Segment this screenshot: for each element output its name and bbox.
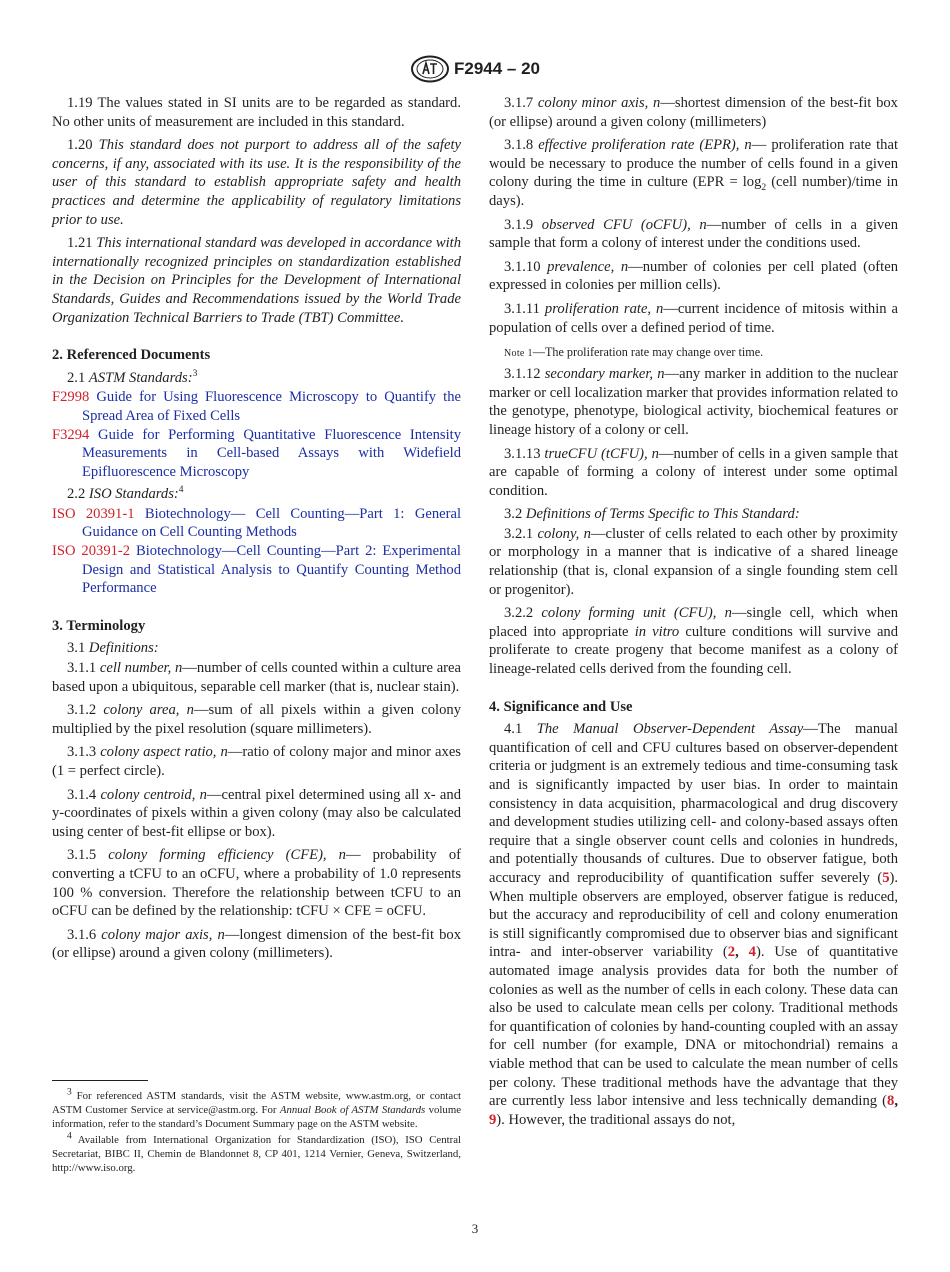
reference-link[interactable]: ISO 20391-2 Biotechnology—Cell Counting—Part 2: Experimental Design and Statistical Analysis to Quantify Counting Method Performance (52, 543, 461, 597)
astm-logo-icon (410, 55, 450, 83)
citation-link[interactable]: 9 (489, 1111, 497, 1128)
paragraph-1-21: 1.21 This international standard was developed in accordance with internationally recognized principles on standardization established in the Decision on Principles for the Development of International Standards, Guides and Recommendations issued by the World Trade Organization Technical Barriers to Trade (TBT) Committee. (52, 235, 461, 326)
definition-item: 3.2.1 colony, n—cluster of cells related to each other by proximity or morphology in a manner that is indicative of a shared lineage relationship (that is, clonal expansion of a single founding stem cell or progenitor). (489, 525, 898, 598)
definition-item: 3.1.6 colony major axis, n—longest dimension of the best-fit box (or ellipse) around a given colony (millimeters). (52, 926, 461, 962)
footnote-3: $^3$ For referenced ASTM standards, visit the ASTM website, www.astm.org, or contact ASTM Customer Service at service@astm.org. For Annual Book of ASTM Standards volume information, refer to the standard’s Document Summary page on the ASTM website. (52, 1087, 462, 1131)
footnote-divider (52, 1080, 148, 1081)
paragraph-1-20: 1.20 This standard does not purport to address all of the safety concerns, if any, associated with its use. It is the responsibility of the user of this standard to establish appropriate safety and health practices and determine the applicability of regulatory limitations prior to use. (52, 137, 461, 228)
citation-link[interactable]: 2 (727, 944, 736, 961)
definition-item: 3.2.2 colony forming unit (CFU), n—single cell, which when placed into appropriate in vitro culture conditions will survive and proliferate to create progeny that become manifest as a colony of lineage-related cells derived from the founding cell. (489, 605, 899, 678)
right-column (489, 94, 898, 1134)
definition-item: 3.1.12 secondary marker, n—any marker in addition to the nuclear marker or cell localization marker that provides information related to the genotype, phenotype, biological activity, biochemical features or lineage history of a colony or cell. (489, 366, 898, 438)
page-header (0, 55, 950, 85)
page-number: 3 (471, 1221, 479, 1236)
definition-item: 3.1.10 prevalence, n—number of colonies per cell plated (often expressed in colonies per million cells). (489, 258, 898, 294)
section-4-heading: 4. Significance and Use (489, 698, 633, 715)
paragraph-1-19: 1.19 The values stated in SI units are to be regarded as standard. No other units of measurement are included in this standard. (52, 95, 461, 130)
citation-link[interactable]: 4 (748, 944, 756, 961)
subsection-3-2: 3.2 Definitions of Terms Specific to This Standard: (504, 506, 800, 523)
reference-link[interactable]: F2998 Guide for Using Fluorescence Microscopy to Quantify the Spread Area of Fixed Cells (52, 389, 461, 424)
subsection-3-1: 3.1 Definitions: (67, 640, 159, 657)
left-column (52, 94, 461, 968)
definition-item: 3.1.9 observed CFU (oCFU), n—number of cells in a given sample that form a colony of interest under the conditions used. (489, 216, 898, 252)
definition-item: 3.1.13 trueCFU (tCFU), n—number of cells in a given sample that are capable of forming a colony of interest under some optimal condition. (489, 445, 898, 499)
definition-item: 3.1.4 colony centroid, n—central pixel determined using all x- and y-coordinates of pixels within a given colony (may also be calculated using center of best-fit ellipse or box). (52, 786, 461, 840)
citation-link[interactable]: 8 (887, 1093, 895, 1110)
definition-item: 3.1.3 colony aspect ratio, n—ratio of colony major and minor axes (1 = perfect circle). (52, 744, 461, 779)
definition-item: 3.1.1 cell number, n—number of cells counted within a culture area based upon a ubiquitous, separable cell marker (that is, nuclear stain). (52, 660, 461, 695)
definition-item: 3.1.8 effective proliferation rate (EPR), n— proliferation rate that would be necessary to produce the number of cells found in a given colony during the time in culture ($EPR = \log_2$ (cell number)/time in days). (489, 137, 899, 209)
document-id: F2944 – 20 (454, 59, 541, 78)
note-1: Note 1—The proliferation rate may change over time. (504, 345, 764, 360)
reference-link[interactable]: F3294 Guide for Performing Quantitative Fluorescence Intensity Measurements in Cell-based Assays with Widefield Epifluorescence Microscopy (52, 426, 461, 480)
paragraph-4-1: 4.1 The Manual Observer-Dependent Assay—The manual quantification of cell and CFU cultures based on observer-dependent criteria or judgment is an extremely tedious and time-consuming task and is significantly impacted by user bias. In order to maintain consistency in data acquisition, pharmacological and drug discovery and development studies utilizing cell- and colony-based assays often require that a single observer count cells and colonies in hundreds, and potentially thousands of cultures. Due to observer fatigue, both accuracy and reproducibility of quantification suffer severely (5). When multiple observers are employed, observer fatigue is reduced, but the accuracy and reproducibility of cell and colony enumeration is still significantly compromised due to observer bias and significant intra- and inter-observer variability (2, 4). Use of quantitative automated image analysis provides data for both the number of colonies as well as the number of cells in each colony. These data can also be used to calculate mean cells per colony. Traditional methods for quantification of colonies by hand-counting coupled with an assay for cell number (for example, DNA or mitochondrial) remains a viable method that can be used to calculate the mean number of cells per colony. These traditional methods have the advantage that they are currently less labor intensive and less technically demanding (8, 9). However, the traditional assays do not, (489, 721, 898, 1128)
definition-item: 3.1.5 colony forming efficiency (CFE), n— probability of converting a tCFU to an oCFU, where a probability of 1.0 represents 100 % conversion. Therefore the relationship between tCFU to an oCFU can be defined by the relationship: tCFU × CFE = oCFU. (52, 847, 461, 920)
citation-link[interactable]: 5 (882, 869, 890, 886)
section-2-heading: 2. Referenced Documents (52, 347, 211, 364)
definition-item: 3.1.2 colony area, n—sum of all pixels within a given colony multiplied by the pixel resolution (square millimeters). (52, 702, 461, 737)
subsection-2-2: 2.2 ISO Standards:$^4$ (67, 485, 184, 503)
definition-item: 3.1.11 proliferation rate, n—current incidence of mitosis within a population of cells over a defined period of time. (489, 300, 898, 336)
subsection-2-1: 2.1 ASTM Standards:$^3$ (67, 368, 198, 386)
footnote-4: $^4$ Available from International Organization for Standardization (ISO), ISO Central Secretariat, BIBC II, Chemin de Blandonnet 8, CP 401, 1214 Vernier, Geneva, Switzerland, http://www.iso.org. (52, 1131, 462, 1175)
reference-link[interactable]: ISO 20391-1 Biotechnology— Cell Counting—Part 1: General Guidance on Cell Counting Methods (52, 505, 461, 541)
section-3-heading: 3. Terminology (52, 617, 146, 634)
footnotes (52, 1089, 461, 1176)
definition-item: 3.1.7 colony minor axis, n—shortest dimension of the best-fit box (or ellipse) around a given colony (millimeters) (489, 95, 898, 130)
